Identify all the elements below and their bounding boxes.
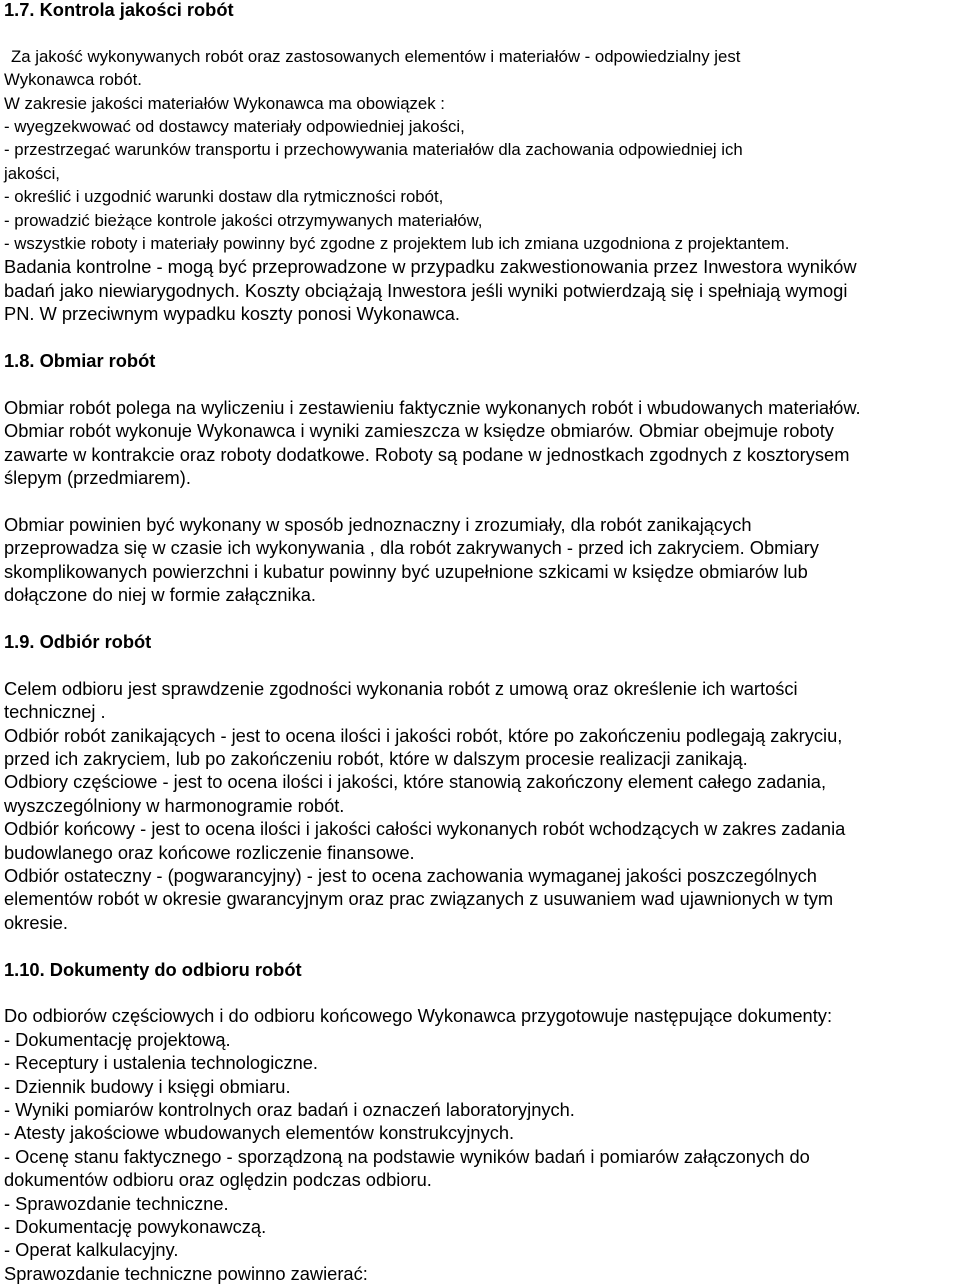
paragraph-line: ślepym (przedmiarem).: [4, 467, 191, 489]
list-item: - Dokumentację projektową.: [4, 1028, 231, 1050]
spacer: [4, 653, 958, 676]
paragraph-line: przeprowadza się w czasie ich wykonywania , dla robót zakrywanych - przed ich zakryciem. Obmiary: [4, 537, 819, 559]
list-item: - prowadzić bieżące kontrole jakości otrzymywanych materiałów,: [4, 210, 483, 230]
paragraph-line: W zakresie jakości materiałów Wykonawca ma obowiązek :: [4, 93, 445, 113]
paragraph-line: Odbiór ostateczny - (pogwarancyjny) - jest to ocena zachowania wymaganej jakości poszczególnych: [4, 864, 817, 886]
section-heading-1-8: 1.8. Obmiar robót: [4, 350, 156, 372]
list-item: - Dziennik budowy i księgi obmiaru.: [4, 1075, 291, 1097]
paragraph-line: Odbiór robót zanikających - jest to ocena ilości i jakości robót, które po zakończeniu podlegają zakryciu,: [4, 724, 843, 746]
list-item: - Ocenę stanu faktycznego - sporządzoną na podstawie wyników badań i pomiarów załączonych do: [4, 1145, 810, 1167]
spacer: [4, 934, 958, 957]
paragraph-line: przed ich zakryciem, lub po zakończeniu robót, które w dalszym procesie realizacji zanikają.: [4, 747, 748, 769]
list-item: - Dokumentację powykonawczą.: [4, 1216, 267, 1237]
spacer: [4, 981, 958, 1004]
list-item: - Receptury i ustalenia technologiczne.: [4, 1052, 319, 1074]
list-item: - określić i uzgodnić warunki dostaw dla rytmiczności robót,: [4, 187, 444, 207]
paragraph-line: dołączone do niej w formie załącznika.: [4, 584, 316, 606]
paragraph-line: elementów robót w okresie gwarancyjnym oraz prac związanych z usuwaniem wad ujawnionych w tym: [4, 888, 834, 910]
paragraph-line: okresie.: [4, 911, 69, 933]
section-heading-1-9: 1.9. Odbiór robót: [4, 630, 152, 652]
list-item: - Wyniki pomiarów kontrolnych oraz badań i oznaczeń laboratoryjnych.: [4, 1098, 575, 1120]
paragraph-line: Badania kontrolne - mogą być przeprowadzone w przypadku zakwestionowania przez Inwestora wyników: [4, 256, 857, 278]
spacer: [4, 489, 958, 512]
paragraph-line: skomplikowanych powierzchni i kubatur powinny być uzupełnione szkicami w księdze obmiarów lub: [4, 560, 808, 582]
paragraph-line: technicznej .: [4, 701, 106, 723]
list-item: jakości,: [4, 163, 60, 183]
section-heading-1-10: 1.10. Dokumenty do odbioru robót: [4, 958, 302, 980]
paragraph-line: Wykonawca robót.: [4, 70, 142, 90]
spacer: [4, 21, 958, 44]
list-item: - Operat kalkulacyjny.: [4, 1239, 179, 1261]
paragraph-line: Do odbiorów częściowych i do odbioru końcowego Wykonawca przygotowuje następujące dokumenty:: [4, 1005, 833, 1027]
paragraph-line: wyszczególniony w harmonogramie robót.: [4, 794, 345, 816]
paragraph-line: zawarte w kontrakcie oraz roboty dodatkowe. Roboty są podane w jednostkach zgodnych z kosztorysem: [4, 443, 850, 465]
paragraph-line: Celem odbioru jest sprawdzenie zgodności wykonania robót z umową oraz określenie ich wartości: [4, 677, 798, 699]
paragraph-line: Za jakość wykonywanych robót oraz zastosowanych elementów i materiałów - odpowiedzialny jest: [11, 46, 741, 66]
paragraph-line: Sprawozdanie techniczne powinno zawierać:: [4, 1262, 368, 1284]
paragraph-line: PN. W przeciwnym wypadku koszty ponosi Wykonawca.: [4, 303, 461, 325]
list-item: - wyegzekwować od dostawcy materiały odpowiedniej jakości,: [4, 117, 465, 137]
spacer: [4, 607, 958, 630]
document-page: [4, 0, 958, 1285]
spacer: [4, 372, 958, 395]
paragraph-line: Obmiar robót polega na wyliczeniu i zestawieniu faktycznie wykonanych robót i wbudowanych materiałów.: [4, 396, 861, 418]
list-item: - Sprawozdanie techniczne.: [4, 1192, 229, 1214]
list-item: dokumentów odbioru oraz oględzin podczas odbioru.: [4, 1169, 432, 1191]
paragraph-line: Odbiory częściowe - jest to ocena ilości i jakości, które stanowią zakończony element całego zadania,: [4, 771, 827, 793]
list-item: - przestrzegać warunków transportu i przechowywania materiałów dla zachowania odpowiedniej ich: [4, 140, 743, 160]
paragraph-line: Odbiór końcowy - jest to ocena ilości i jakości całości wykonanych robót wchodzących w zakres zadania: [4, 818, 846, 840]
paragraph-line: badań jako niewiarygodnych. Koszty obciążają Inwestora jeśli wyniki potwierdzają się i spełniają wymogi: [4, 279, 848, 301]
section-heading-1-7: 1.7. Kontrola jakości robót: [4, 0, 234, 20]
spacer: [4, 326, 958, 349]
list-item: - Atesty jakościowe wbudowanych elementów konstrukcyjnych.: [4, 1122, 515, 1144]
list-item: - wszystkie roboty i materiały powinny być zgodne z projektem lub ich zmiana uzgodniona z projektantem.: [4, 234, 790, 254]
paragraph-line: budowlanego oraz końcowe rozliczenie finansowe.: [4, 841, 415, 863]
paragraph-line: Obmiar powinien być wykonany w sposób jednoznaczny i zrozumiały, dla robót zanikających: [4, 513, 752, 535]
paragraph-line: Obmiar robót wykonuje Wykonawca i wyniki zamieszcza w księdze obmiarów. Obmiar obejmuje roboty: [4, 420, 834, 442]
